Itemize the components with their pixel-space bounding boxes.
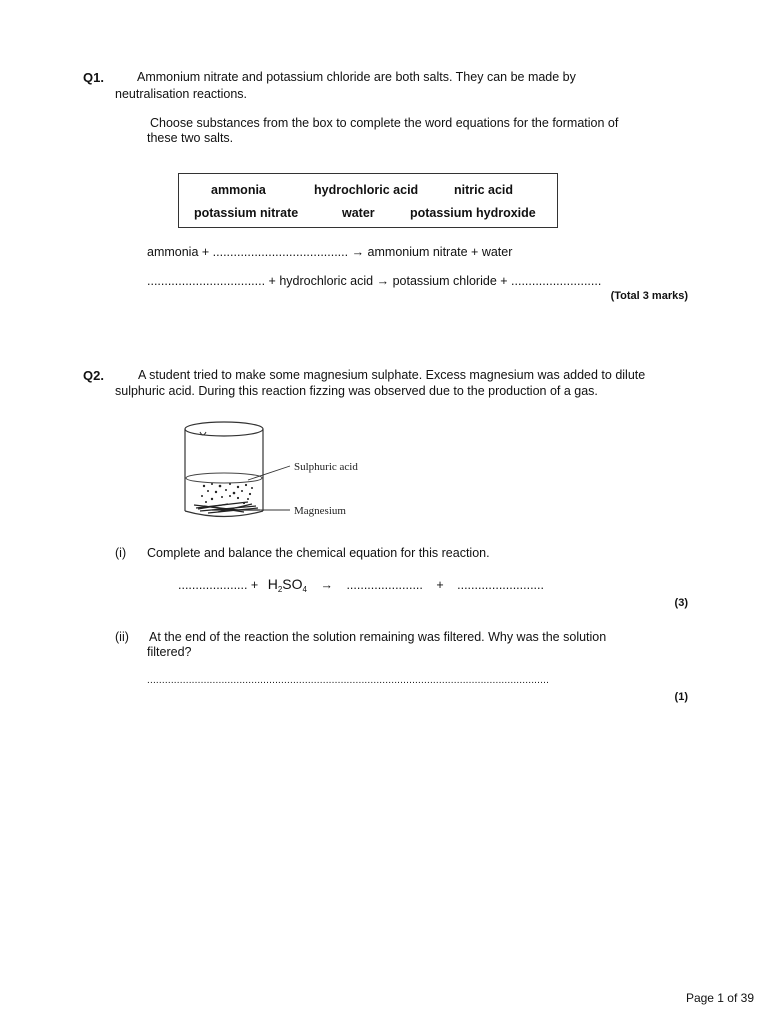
q2-part-ii-answer-line[interactable]: ....................................................................................................................................... (147, 675, 550, 686)
q2-part-i-text: Complete and balance the chemical equation for this reaction. (147, 546, 490, 560)
box-item-potassium-nitrate: potassium nitrate (194, 206, 299, 220)
equation-blank-product1: ...................... (346, 578, 423, 592)
label-sulphuric-acid: Sulphuric acid (294, 461, 358, 473)
acid-leader-line (248, 466, 290, 480)
q2-part-i-label: (i) (115, 546, 127, 560)
substance-box (178, 173, 558, 228)
q1-equation2: .................................. + hydrochloric acid → potassium chloride + .......................... (147, 274, 602, 288)
box-item-potassium-hydroxide: potassium hydroxide (410, 206, 536, 220)
sulphuric-acid-liquid (186, 473, 262, 483)
q1-total-marks: (Total 3 marks) (610, 290, 688, 302)
equation-arrow: → (320, 578, 333, 592)
box-item-nitric-acid: nitric acid (454, 183, 514, 197)
page-number: Page 1 of 39 (685, 991, 754, 1005)
box-item-ammonia: ammonia (211, 183, 266, 197)
equation-plus: + (436, 578, 444, 592)
box-item-water: water (342, 206, 375, 220)
gas-bubbles (201, 483, 253, 504)
equation-blank-reactant: .................... + (178, 578, 259, 592)
beaker (185, 422, 263, 517)
q1-intro-line2: neutralisation reactions. (115, 87, 248, 101)
beaker-diagram (178, 418, 378, 524)
q2-part-ii-label: (ii) (115, 630, 129, 644)
q2-part-i-marks: (3) (674, 597, 688, 609)
formula-subscript-4: 4 (302, 585, 307, 594)
formula-h: H (267, 576, 278, 592)
q1-intro-line1: Ammonium nitrate and potassium chloride are both salts. They can be made by (137, 70, 576, 84)
q2-part-ii-text-line2: filtered? (147, 645, 192, 659)
label-magnesium: Magnesium (294, 505, 346, 517)
q2-intro-line2: sulphuric acid. During this reaction fizzing was observed due to the production of a gas. (115, 384, 598, 398)
q1-instruction-line1: Choose substances from the box to complete the word equations for the formation of (150, 116, 619, 130)
q1-instruction-line2: these two salts. (147, 131, 234, 145)
q2-part-ii-marks: (1) (674, 691, 688, 703)
q2-part-ii-text-line1: At the end of the reaction the solution remaining was filtered. Why was the solution (149, 630, 607, 644)
q2-number: Q2. (83, 368, 104, 383)
magnesium-ribbons (194, 502, 260, 513)
q2-equation (178, 576, 544, 594)
q2-intro-line1: A student tried to make some magnesium sulphate. Excess magnesium was added to dilute (138, 368, 646, 382)
formula-so: SO (282, 576, 303, 592)
q1-number: Q1. (83, 70, 104, 85)
q1-equation1: ammonia + ....................................... → ammonium nitrate + water (147, 245, 513, 259)
equation-blank-product2: ......................... (457, 578, 544, 592)
box-item-hydrochloric-acid: hydrochloric acid (314, 183, 419, 197)
formula-subscript-2: 2 (277, 585, 283, 594)
